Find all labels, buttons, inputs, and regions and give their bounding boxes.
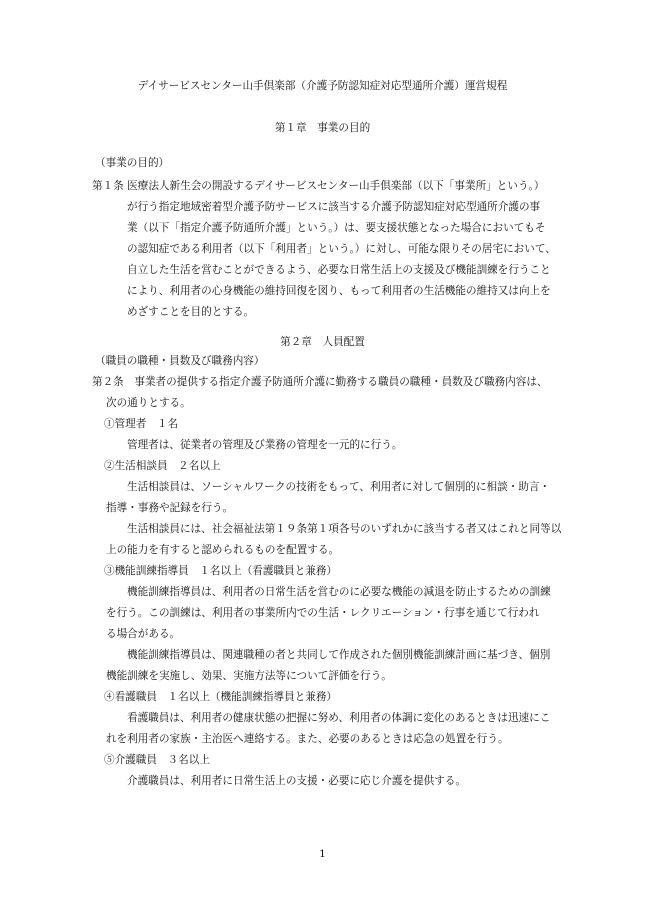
staff-description-line: 機能訓練指導員は、利用者の日常生活を営むのに必要な機能の減退を防止するための訓練	[127, 586, 551, 598]
article1-line: の認知症である利用者（以下「利用者」という。）に対し、可能な限りその居宅において、	[127, 243, 556, 255]
staff-heading-life-counselor: ②生活相談員 ２名以上	[104, 460, 221, 472]
staff-description-line: を行う。この訓練は、利用者の事業所内での生活・レクリエーション・行事を通じて行われ	[106, 607, 540, 619]
staff-heading-care-worker: ⑤介護職員 ３名以上	[104, 754, 210, 766]
article2-line: 第２条 事業者の提供する指定介護予防通所介護に勤務する職員の職種・員数及び職務内容は、	[92, 376, 548, 388]
article1-line: 自立した生活を営むことができるよう、必要な日常生活上の支援及び機能訓練を行うこと	[127, 264, 551, 276]
staff-description-line: れを利用者の家族・主治医へ連絡する。また、必要のあるときは応急の処置を行う。	[106, 733, 509, 745]
staff-description-line: 生活相談員は、ソーシャルワークの技術をもって、利用者に対して個別的に相談・助言・	[127, 481, 551, 493]
article1-line: めざすことを目的とする。	[127, 306, 255, 318]
article1-caption: （事業の目的）	[95, 157, 170, 169]
article2-caption: （職員の職種・員数及び職務内容）	[95, 355, 265, 367]
staff-description-line: 看護職員は、利用者の健康状態の把握に努め、利用者の体調に変化のあるときは迅速にこ	[127, 712, 551, 724]
staff-description-line: 機能訓練を実施し、効果、実施方法等について評価を行う。	[106, 670, 392, 682]
staff-heading-manager: ①管理者 １名	[104, 418, 179, 430]
article1-line: 第１条 医療法人新生会の開設するデイサービスセンター山手倶楽部（以下「事業所」という。）	[92, 180, 545, 192]
page-number: 1	[319, 848, 326, 860]
staff-description-line: 上の能力を有すると認められるものを配置する。	[106, 544, 340, 556]
chapter2-heading: 第２章 人員配置	[280, 336, 365, 348]
staff-description-line: 指導・事務や記録を行う。	[106, 502, 234, 514]
staff-heading-nurse: ④看護職員 １名以上（機能訓練指導員と兼務）	[104, 691, 338, 703]
staff-description-line: 介護職員は、利用者に日常生活上の支援・必要に応じ介護を提供する。	[127, 775, 466, 787]
article1-line: により、利用者の心身機能の維持回復を図り、もって利用者の生活機能の維持又は向上を	[127, 285, 551, 297]
staff-description-line: 機能訓練指導員は、関連職種の者と共同して作成された個別機能訓練計画に基づき、個別	[127, 649, 551, 661]
staff-description-line: る場合がある。	[106, 628, 181, 640]
document-title: デイサービスセンター山手倶楽部（介護予防認知症対応型通所介護）運営規程	[137, 80, 508, 92]
staff-description-line: 生活相談員には、社会福祉法第１９条第１項各号のいずれかに該当する者又はこれと同等以	[127, 523, 562, 535]
staff-description-line: 管理者は、従業者の管理及び業務の管理を一元的に行う。	[127, 439, 403, 451]
chapter1-heading: 第１章 事業の目的	[274, 122, 371, 134]
article1-line: が行う指定地域密着型介護予防サービスに該当する介護予防認知症対応型通所介護の事	[127, 201, 541, 213]
article1-line: 業（以下「指定介護予防通所介護」という。）は、要支援状態となった場合においてもそ	[127, 222, 546, 234]
staff-heading-functional-trainer: ③機能訓練指導員 １名以上（看護職員と兼務）	[104, 565, 338, 577]
article2-line: 次の通りとする。	[106, 397, 191, 409]
